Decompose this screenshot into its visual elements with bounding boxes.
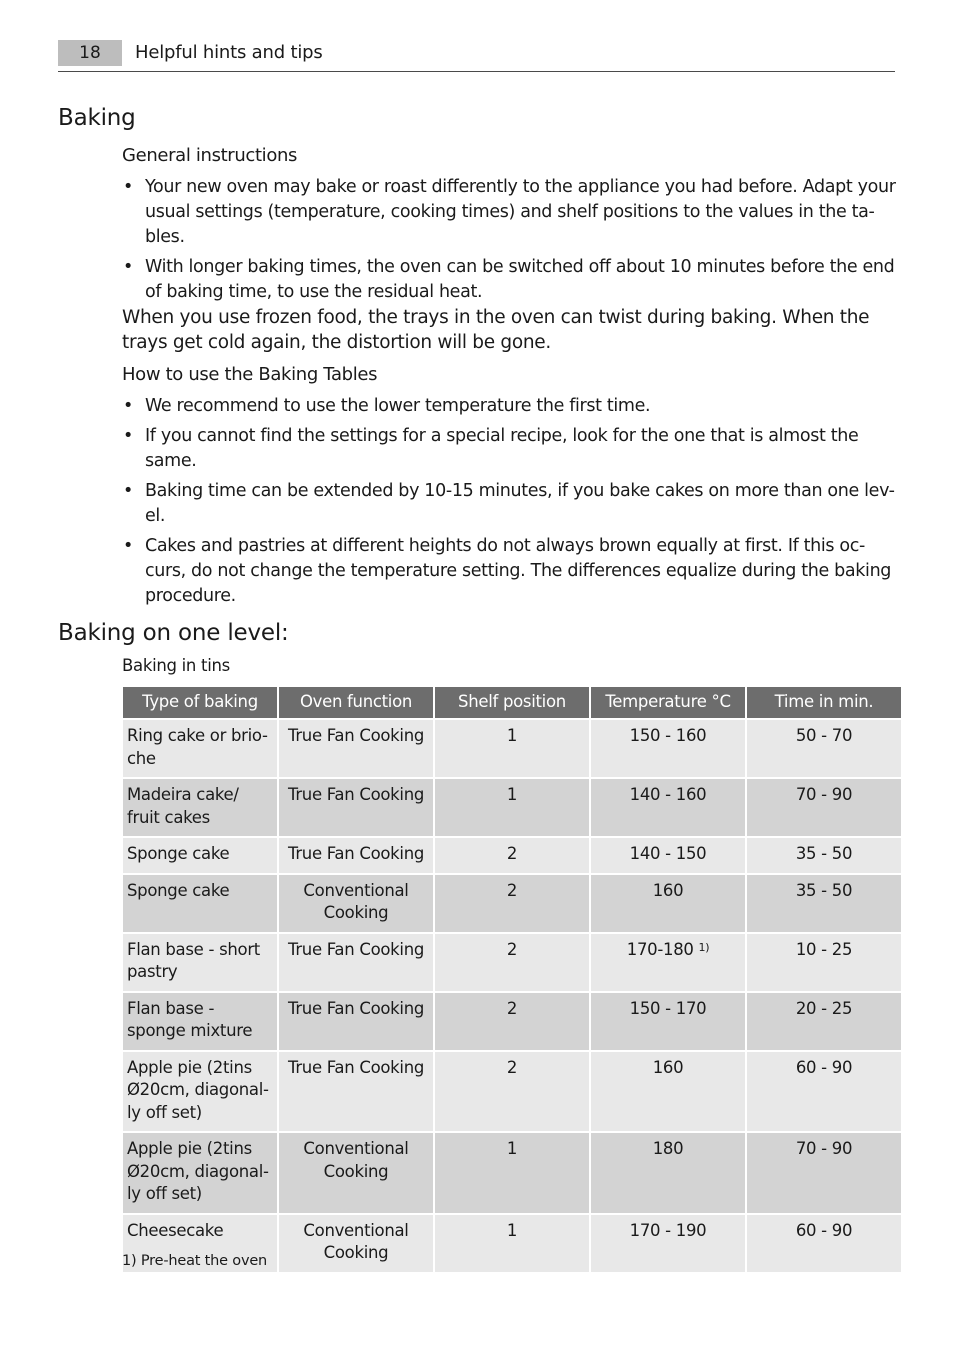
baking-heading: Baking: [58, 105, 136, 131]
how-to-bullets: [122, 394, 897, 609]
cell-type: Cheesecake: [123, 1215, 277, 1272]
table-footnote: 1) Pre-heat the oven: [122, 1253, 268, 1269]
cell-shelf: 2: [435, 1052, 589, 1132]
cell-shelf: 1: [435, 1133, 589, 1213]
cell-type: Flan base - sponge mixture: [123, 993, 277, 1050]
cell-time: 70 - 90: [747, 1133, 901, 1213]
cell-function: True Fan Cooking: [279, 1052, 433, 1132]
cell-function: True Fan Cooking: [279, 934, 433, 991]
cell-shelf: 2: [435, 934, 589, 991]
cell-temperature: 170 - 190: [591, 1215, 745, 1272]
table-row: [123, 1133, 901, 1213]
cell-type: Ring cake or brio-che: [123, 720, 277, 777]
col-header-type: Type of baking: [123, 687, 277, 718]
cell-time: 35 - 50: [747, 838, 901, 873]
cell-time: 50 - 70: [747, 720, 901, 777]
col-header-time: Time in min.: [747, 687, 901, 718]
general-bullets: [122, 175, 897, 305]
cell-function: True Fan Cooking: [279, 779, 433, 836]
page-header: [58, 40, 895, 72]
cell-time: 70 - 90: [747, 779, 901, 836]
cell-temperature: 140 - 150: [591, 838, 745, 873]
how-to-title: How to use the Baking Tables: [122, 364, 378, 385]
cell-type: Flan base - short pastry: [123, 934, 277, 991]
baking-table: [121, 685, 903, 1274]
cell-temperature: 160: [591, 875, 745, 932]
table-row: [123, 838, 901, 873]
cell-time: 35 - 50: [747, 875, 901, 932]
bullet-item: • Cakes and pastries at different heights do not always brown equally at first. If this oc-curs, do not change the temperature setting. The differences equalize during the baking procedure.: [122, 534, 897, 609]
table-row: [123, 934, 901, 991]
bullet-item: • If you cannot find the settings for a special recipe, look for the one that is almost the same.: [122, 424, 897, 474]
general-instructions: [122, 143, 897, 355]
bullet-item: • Your new oven may bake or roast differently to the appliance you had before. Adapt your usual settings (temperature, cooking times) and shelf positions to the values in the ta-bles.: [122, 175, 897, 250]
cell-shelf: 1: [435, 779, 589, 836]
cell-function: True Fan Cooking: [279, 720, 433, 777]
cell-function: True Fan Cooking: [279, 838, 433, 873]
cell-shelf: 1: [435, 720, 589, 777]
cell-shelf: 1: [435, 1215, 589, 1272]
section-title: Helpful hints and tips: [135, 42, 323, 63]
page-number: 18: [58, 40, 122, 66]
cell-temperature: 140 - 160: [591, 779, 745, 836]
cell-temperature: 160: [591, 1052, 745, 1132]
cell-shelf: 2: [435, 993, 589, 1050]
footnote-reference: 1): [698, 940, 710, 954]
cell-temperature: [591, 934, 745, 991]
bullet-item: • Baking time can be extended by 10-15 minutes, if you bake cakes on more than one lev-el.: [122, 479, 897, 529]
cell-time: 20 - 25: [747, 993, 901, 1050]
cell-time: 10 - 25: [747, 934, 901, 991]
cell-type: Apple pie (2tins Ø20cm, diagonal-ly off set): [123, 1133, 277, 1213]
cell-shelf: 2: [435, 875, 589, 932]
frozen-food-note: When you use frozen food, the trays in the oven can twist during baking. When the trays get cold again, the distortion will be gone.: [122, 307, 870, 353]
col-header-function: Oven function: [279, 687, 433, 718]
how-to-use-tables: [122, 362, 897, 614]
cell-shelf: 2: [435, 838, 589, 873]
cell-type: Sponge cake: [123, 875, 277, 932]
cell-time: 60 - 90: [747, 1052, 901, 1132]
table-caption: Baking in tins: [122, 656, 230, 675]
cell-function: Conventional Cooking: [279, 1133, 433, 1213]
bullet-item: • With longer baking times, the oven can be switched off about 10 minutes before the end of baking time, to use the residual heat.: [122, 255, 897, 305]
cell-temperature: 150 - 160: [591, 720, 745, 777]
col-header-shelf: Shelf position: [435, 687, 589, 718]
table-header-row: [123, 687, 901, 718]
cell-function: True Fan Cooking: [279, 993, 433, 1050]
cell-function: Conventional Cooking: [279, 875, 433, 932]
cell-temperature: 150 - 170: [591, 993, 745, 1050]
bullet-item: • We recommend to use the lower temperature the first time.: [122, 394, 897, 419]
cell-time: 60 - 90: [747, 1215, 901, 1272]
table-row: [123, 993, 901, 1050]
table-row: [123, 720, 901, 777]
col-header-temperature: Temperature °C: [591, 687, 745, 718]
cell-type: Madeira cake/ fruit cakes: [123, 779, 277, 836]
cell-function: Conventional Cooking: [279, 1215, 433, 1272]
cell-type: Apple pie (2tins Ø20cm, diagonal-ly off set): [123, 1052, 277, 1132]
one-level-heading: Baking on one level:: [58, 620, 289, 646]
table-row: [123, 875, 901, 932]
general-instructions-title: General instructions: [122, 145, 298, 166]
cell-temperature: 180: [591, 1133, 745, 1213]
table-row: [123, 779, 901, 836]
table-row: [123, 1052, 901, 1132]
temperature-value: 170-180: [626, 939, 694, 959]
cell-type: Sponge cake: [123, 838, 277, 873]
